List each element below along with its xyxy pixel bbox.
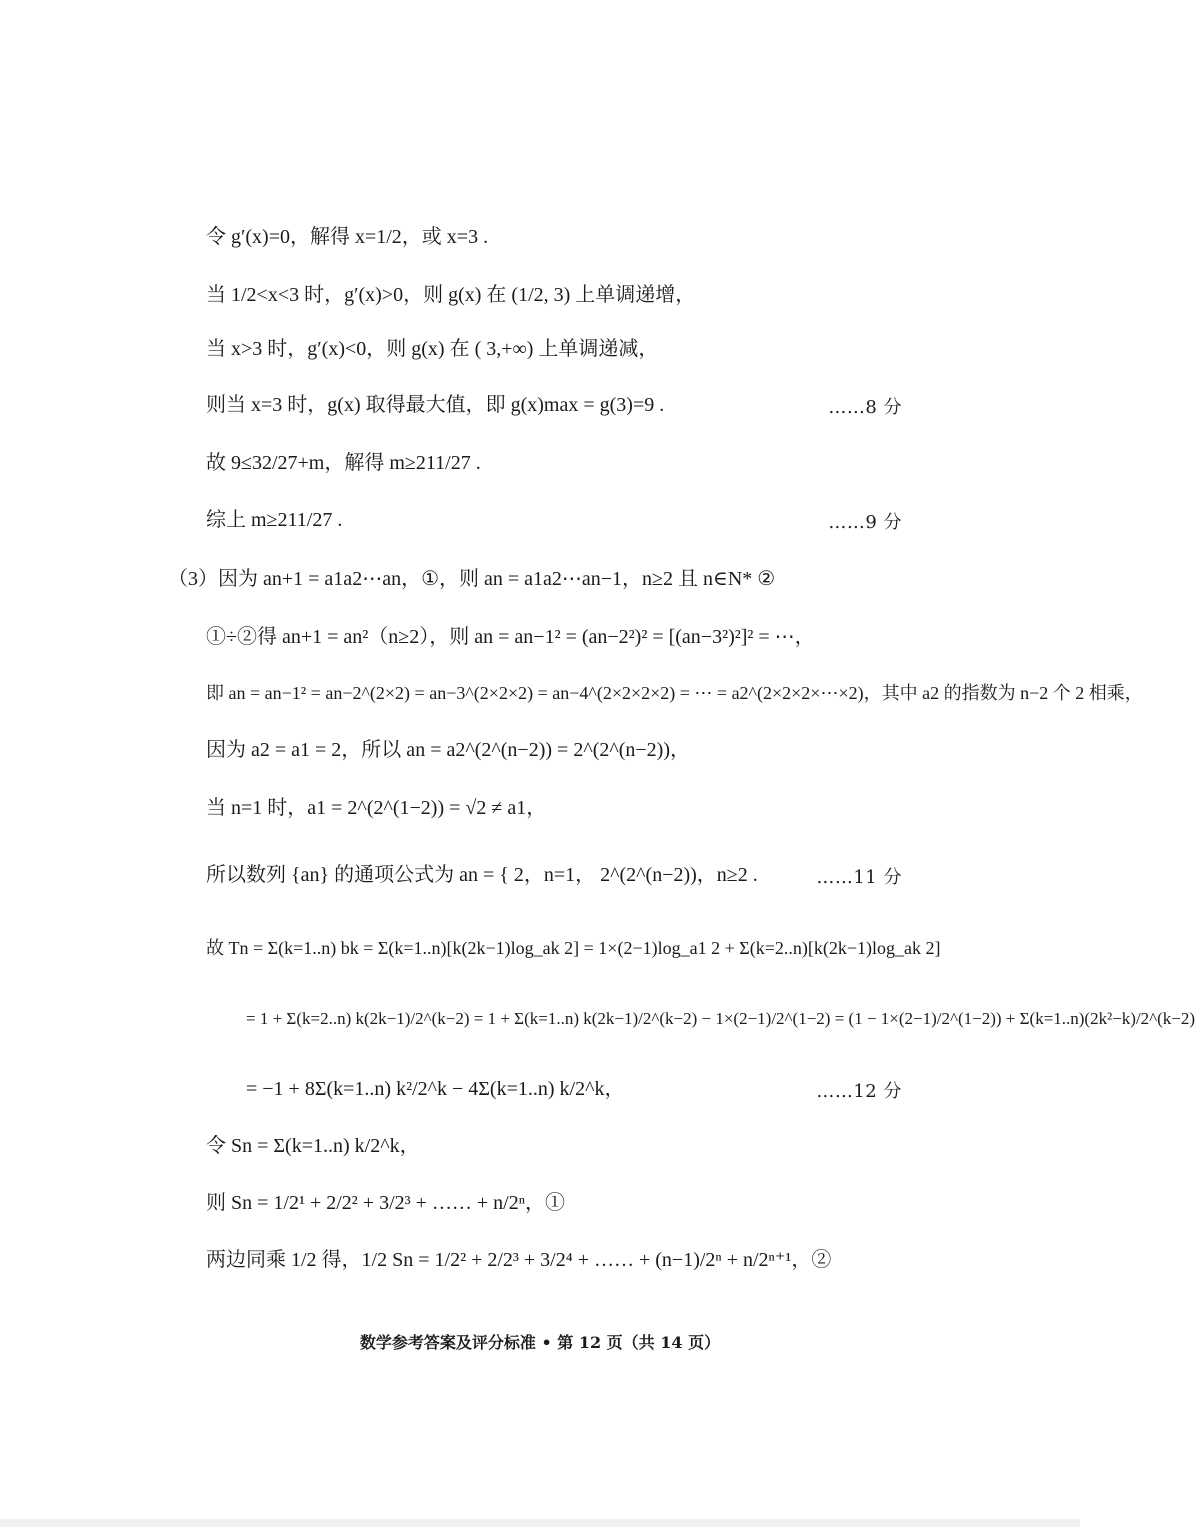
score-8: ……8 分: [828, 397, 902, 418]
line-increasing-interval: 当 1/2<x<3 时，g′(x)>0，则 g(x) 在 (1/2, 3) 上单调递增，: [206, 284, 696, 306]
line-m-inequality: 故 9≤32/27+m，解得 m≥211/27 .: [206, 452, 481, 474]
line-part3-intro: （3）因为 an+1 = a1a2⋯an，①，则 an = a1a2⋯an−1，n≥2 且 n∈N* ②: [168, 568, 776, 590]
line-conclusion-m: 综上 m≥211/27 .: [206, 509, 343, 531]
line-sn-definition: 令 Sn = Σ(k=1..n) k/2^k，: [206, 1135, 420, 1157]
line-a2-value: 因为 a2 = a1 = 2，所以 an = a2^(2^(n−2)) = 2^(2^(n−2))，: [206, 739, 691, 761]
score-9: ……9 分: [828, 512, 902, 533]
score-11: ……11 分: [816, 867, 902, 888]
page-footer: 数学参考答案及评分标准 • 第 12 页（共 14 页）: [359, 1333, 721, 1352]
line-decreasing-interval: 当 x>3 时，g′(x)<0，则 g(x) 在 ( 3,+∞) 上单调递减，: [206, 338, 659, 360]
line-recurrence: ①÷②得 an+1 = an²（n≥2），则 an = an−1² = (an−2²)² = [(an−3²)²]² = ⋯，: [206, 626, 815, 648]
line-sn-expansion: 则 Sn = 1/2¹ + 2/2² + 3/2³ + …… + n/2ⁿ，①: [206, 1192, 566, 1214]
line-n-equals-1: 当 n=1 时，a1 = 2^(2^(1−2)) = √2 ≠ a1，: [206, 797, 547, 819]
line-general-formula: 所以数列 {an} 的通项公式为 an = { 2，n=1， 2^(2^(n−2))，n≥2 .: [206, 864, 758, 886]
page-bottom-edge: [0, 1519, 1080, 1527]
line-derivative-zero: 令 g′(x)=0，解得 x=1/2，或 x=3 .: [206, 226, 489, 248]
line-maximum-value: 则当 x=3 时，g(x) 取得最大值，即 g(x)max = g(3)=9 .: [206, 394, 665, 416]
score-12: ……12 分: [816, 1081, 902, 1102]
line-exponent-chain: 即 an = an−1² = an−2^(2×2) = an−3^(2×2×2) = an−4^(2×2×2×2) = ⋯ = a2^(2×2×2×⋯×2)，其中 a2 的指数为 n−2 个 2 相乘，: [206, 683, 1143, 703]
line-tn-result: = −1 + 8Σ(k=1..n) k²/2^k − 4Σ(k=1..n) k/2^k，: [246, 1078, 625, 1100]
line-tn-expand: = 1 + Σ(k=2..n) k(2k−1)/2^(k−2) = 1 + Σ(k=1..n) k(2k−1)/2^(k−2) − 1×(2−1)/2^(1−2) = (1 − 1×(2−1)/2^(1−2)) + Σ(k=1..n)(2k²−k)/2^(k−2): [246, 1009, 1195, 1028]
line-half-sn: 两边同乘 1/2 得，1/2 Sn = 1/2² + 2/2³ + 3/2⁴ + …… + (n−1)/2ⁿ + n/2ⁿ⁺¹，②: [206, 1249, 832, 1271]
line-tn-sum: 故 Tn = Σ(k=1..n) bk = Σ(k=1..n)[k(2k−1)log_ak 2] = 1×(2−1)log_a1 2 + Σ(k=2..n)[k(2k−1)log_ak 2]: [206, 938, 941, 958]
